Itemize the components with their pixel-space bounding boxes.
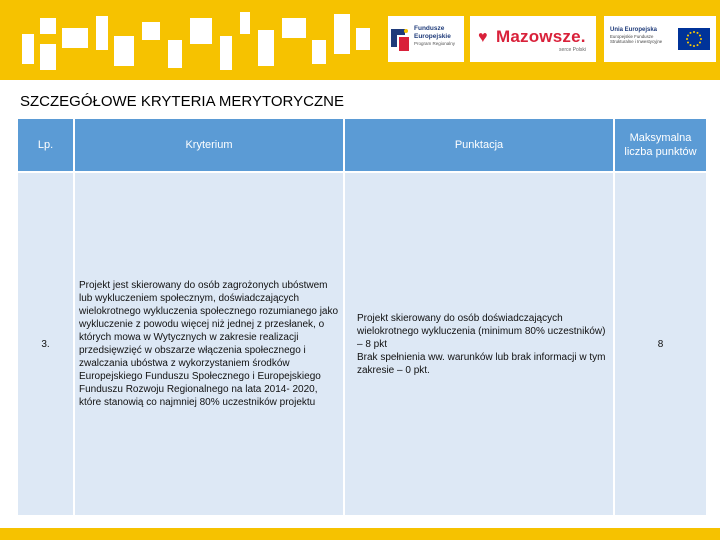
mazowsze-logo (470, 16, 596, 62)
banner-decor-shape (62, 28, 88, 48)
ue-logo-line2: Europejskie Fundusze (610, 34, 654, 39)
heart-icon: ♥ (478, 29, 488, 46)
column-header-lp: Lp. (17, 118, 74, 172)
criteria-table (16, 117, 708, 517)
ue-logo-line1: Unia Europejska (610, 27, 658, 33)
column-header-punktacja: Punktacja (344, 118, 614, 172)
banner-decor-shape (334, 14, 350, 54)
banner-decor-shape (96, 16, 108, 50)
table-header-row (17, 118, 707, 172)
cell-punktacja (344, 172, 614, 516)
banner-decor-shape (168, 40, 182, 68)
fundusze-europejskie-logo (388, 16, 464, 62)
page-title: SZCZEGÓŁOWE KRYTERIA MERYTORYCZNE (20, 93, 344, 110)
banner-decor-shape (312, 40, 326, 64)
fe-logo-line3: Program Regionalny (414, 41, 456, 47)
unia-europejska-text (610, 27, 662, 45)
banner-decor-shape (258, 30, 274, 66)
banner-decor-shape (22, 34, 34, 64)
banner-decor-shape (142, 22, 160, 40)
unia-europejska-logo (604, 16, 716, 62)
banner-decor-shape (240, 12, 250, 34)
banner-decor-shape (282, 18, 306, 38)
column-header-kryterium: Kryterium (74, 118, 344, 172)
banner-decor-shape (190, 18, 212, 44)
mazowsze-logo-tagline: serce Polski (559, 47, 586, 53)
banner-decor-shape (40, 44, 56, 70)
punktacja-option-0pkt: Brak spełnienia ww. warunków lub brak informacji w tym zakresie – 0 pkt. (357, 351, 606, 376)
header-banner (0, 0, 720, 80)
cell-max-points: 8 (614, 172, 707, 516)
ue-logo-line3: Strukturalne i Inwestycyjne (610, 39, 663, 45)
eu-flag-icon (678, 28, 710, 50)
fe-logo-line2: Europejskie (414, 32, 451, 40)
punktacja-option-8pkt: Projekt skierowany do osób doświadczających wielokrotnego wykluczenia (minimum 80% uczestników) – 8 pkt (357, 312, 606, 350)
banner-decor-shape (356, 28, 370, 50)
mazowsze-logo-name: Mazowsze. (496, 27, 586, 46)
fundusze-europejskie-mark-icon (391, 25, 411, 51)
table-row (17, 172, 707, 516)
cell-lp: 3. (17, 172, 74, 516)
cell-kryterium: Projekt jest skierowany do osób zagrożonych ubóstwem lub wykluczeniem społecznym, doświadczających wielokrotnego wykluczenia społecznego rozumianego jako wykluczenie z powodu więcej niż jednej z przesłanek, o których mowa w Wytycznych w zakresie realizacji przedsięwzięć w obszarze włączenia społecznego i zwalczania ubóstwa z wykorzystaniem środków Europejskiego Funduszu Społecznego i Europejskiego Funduszu Rozwoju Regionalnego na lata 2014- 2020, które stanowią co najmniej 80% uczestników projektu (74, 172, 344, 516)
fe-logo-line1: Fundusze (414, 25, 445, 32)
banner-decor-shape (40, 18, 56, 34)
banner-decor-shape (114, 36, 134, 66)
fundusze-europejskie-text (414, 25, 455, 48)
banner-decor-shape (220, 36, 232, 70)
column-header-max-points: Maksymalna liczba punktów (614, 118, 707, 172)
footer-bar (0, 528, 720, 540)
